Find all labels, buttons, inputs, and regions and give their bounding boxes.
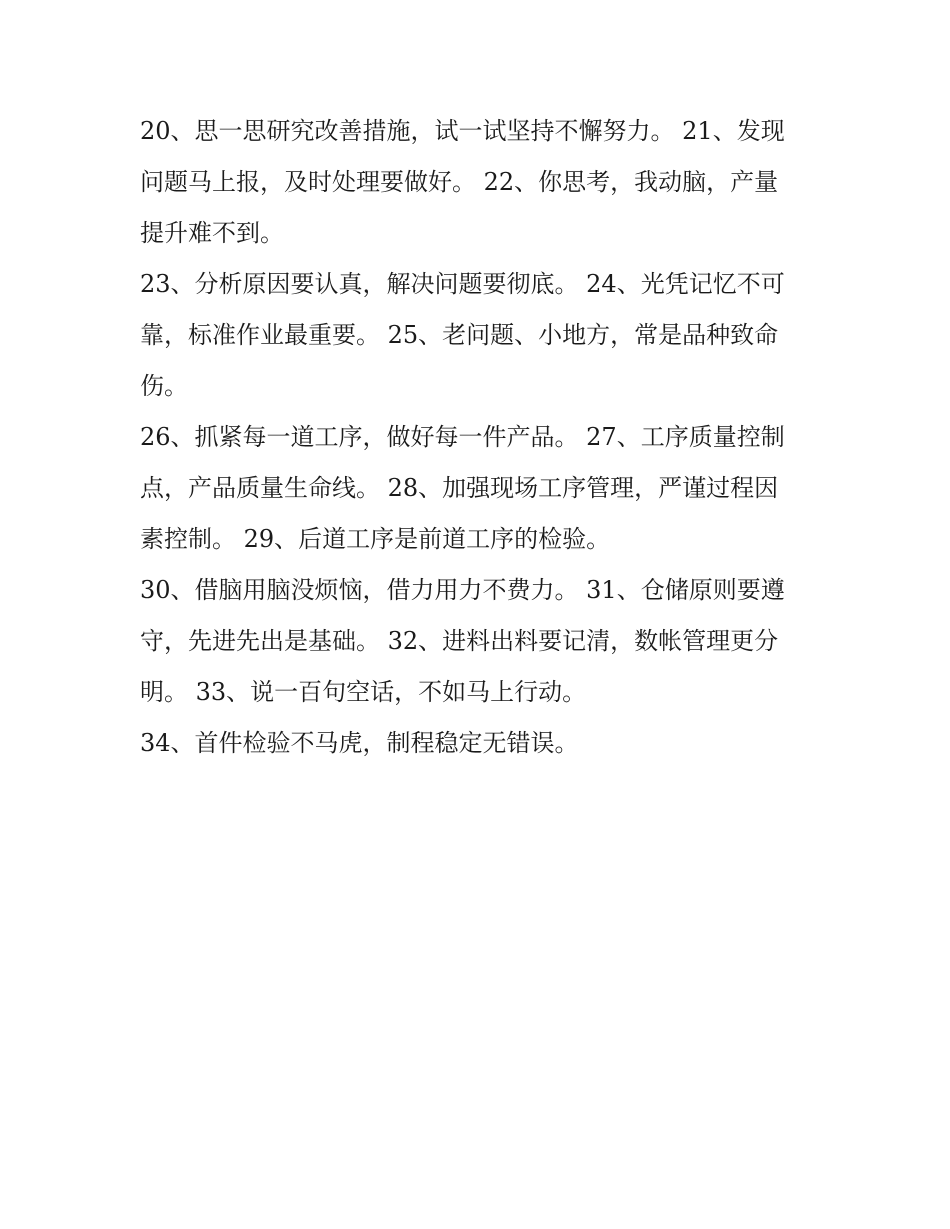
paragraph-slogans-30-33: 30、借脑用脑没烦恼，借力用力不费力。 31、仓储原则要遵守，先进先出是基础。 32、进料出料要记清，数帐管理更分明。 33、说一百句空话，不如马上行动。 <box>140 576 785 706</box>
document-body <box>140 106 800 769</box>
paragraph-slogans-20-22: 20、思一思研究改善措施，试一试坚持不懈努力。 21、发现问题马上报，及时处理要做好。 22、你思考，我动脑，产量提升难不到。 <box>140 117 785 247</box>
paragraph-slogan-34: 34、首件检验不马虎，制程稳定无错误。 <box>140 729 579 757</box>
paragraph-slogans-26-29: 26、抓紧每一道工序，做好每一件产品。 27、工序质量控制点，产品质量生命线。 28、加强现场工序管理，严谨过程因素控制。 29、后道工序是前道工序的检验。 <box>140 423 785 553</box>
paragraph-slogans-23-25: 23、分析原因要认真，解决问题要彻底。 24、光凭记忆不可靠，标准作业最重要。 25、老问题、小地方，常是品种致命伤。 <box>140 270 785 400</box>
